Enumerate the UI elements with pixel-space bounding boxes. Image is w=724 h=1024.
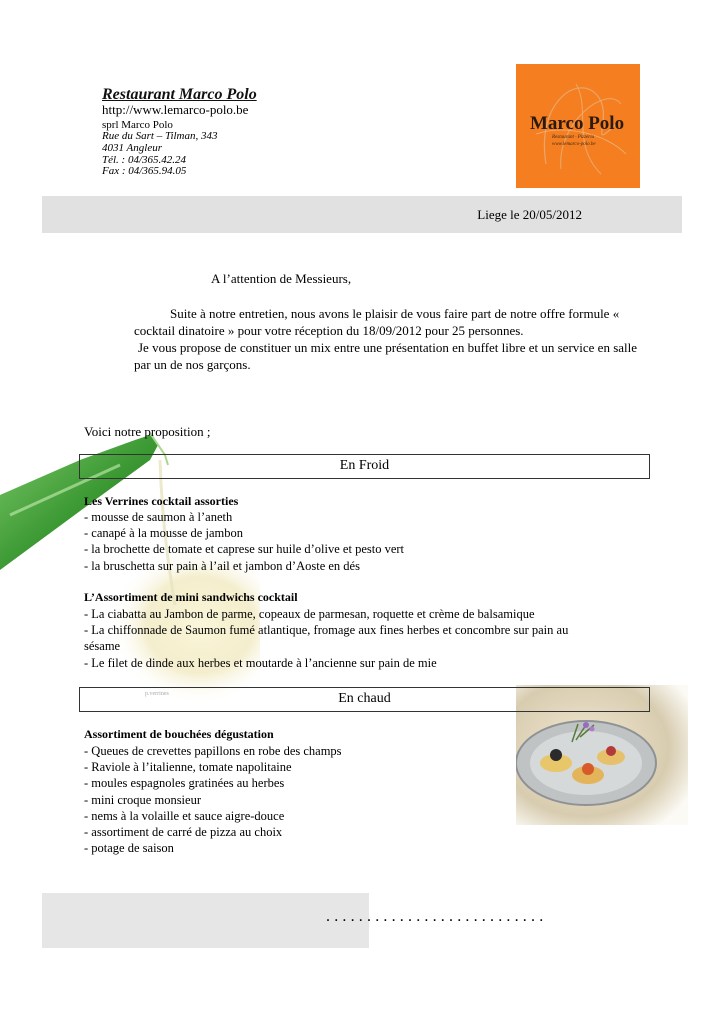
section-cold-title: En Froid: [339, 458, 390, 473]
section-hot-box: [79, 687, 650, 712]
list-item: - canapé à la mousse de jambon: [84, 526, 243, 541]
phone: Tél. : 04/365.42.24: [102, 154, 187, 166]
list-item: - Queues de crevettes papillons en robe des champs: [84, 744, 342, 758]
list-item: - moules espagnoles gratinées au herbes: [84, 776, 285, 791]
list-item: - Le filet de dinde aux herbes et moutarde à l’ancienne sur pain de mie: [84, 655, 437, 670]
verrines-list: [84, 509, 404, 574]
list-item: - nems à la volaille et sauce aigre-douce: [84, 808, 285, 823]
list-item: - La chiffonnade de Saumon fumé atlantique, fromage aux fines herbes et concombre sur pain au: [84, 623, 569, 638]
list-item: - la brochette de tomate et caprese sur huile d’olive et pesto vert: [84, 542, 405, 557]
list-item: - assortiment de carré de pizza au choix: [84, 825, 283, 840]
list-item: - la bruschetta sur pain à l’ail et jambon d’Aoste en dés: [84, 558, 360, 573]
section-hot-title: En chaud: [338, 691, 391, 706]
city: 4031 Angleur: [102, 142, 162, 154]
sandwichs-heading: L’Assortiment de mini sandwichs cocktail: [84, 590, 298, 604]
logo-title: Marco Polo: [530, 113, 625, 134]
date-text: Liege le 20/05/2012: [477, 207, 582, 222]
verrines-heading: Les Verrines cocktail assorties: [84, 494, 239, 508]
website-link[interactable]: http://www.lemarco-polo.be: [102, 102, 249, 117]
company-name: sprl Marco Polo: [102, 119, 173, 131]
bouchees-list: [84, 743, 342, 856]
logo-subtitle: Restaurant · Pizzeria: [552, 135, 595, 140]
section-cold-box: [79, 454, 650, 479]
list-item: - mousse de saumon à l’aneth: [84, 510, 233, 524]
sandwichs-list: [84, 606, 568, 671]
list-item: - mini croque monsieur: [84, 792, 201, 807]
intro-sentence-2: Je vous propose de constituer un mix entre une présentation en buffet libre et un service en salle par un de nos garçons.: [134, 340, 638, 372]
proposal-intro: Voici notre proposition ;: [84, 424, 211, 439]
list-item: - potage de saison: [84, 841, 174, 856]
signature-line: ...........................: [326, 908, 548, 925]
list-item: - La ciabatta au Jambon de parme, copeaux de parmesan, roquette et crème de balsamique: [84, 607, 535, 621]
logo-url: www.lemarco-polo.be: [552, 142, 596, 147]
footer-bar: [42, 893, 369, 948]
intro-paragraph: [134, 305, 644, 373]
street-address: Rue du Sart – Tilman, 343: [102, 130, 218, 142]
attention-line: A l’attention de Messieurs,: [211, 271, 352, 286]
restaurant-name: Restaurant Marco Polo: [102, 86, 257, 103]
image-caption: p.verrines: [145, 691, 169, 697]
bouchees-heading: Assortiment de bouchées dégustation: [84, 727, 274, 741]
list-item: - Raviole à l’italienne, tomate napolitaine: [84, 760, 292, 775]
list-item: sésame: [84, 639, 121, 654]
fax: Fax : 04/365.94.05: [102, 165, 187, 177]
date-bar: [42, 196, 682, 233]
intro-sentence-1: Suite à notre entretien, nous avons le plaisir de vous faire part de notre offre formule « cocktail dinatoire » pour votre réception du 18/09/2012 pour 25 personnes.: [134, 306, 620, 338]
logo: [516, 64, 640, 188]
